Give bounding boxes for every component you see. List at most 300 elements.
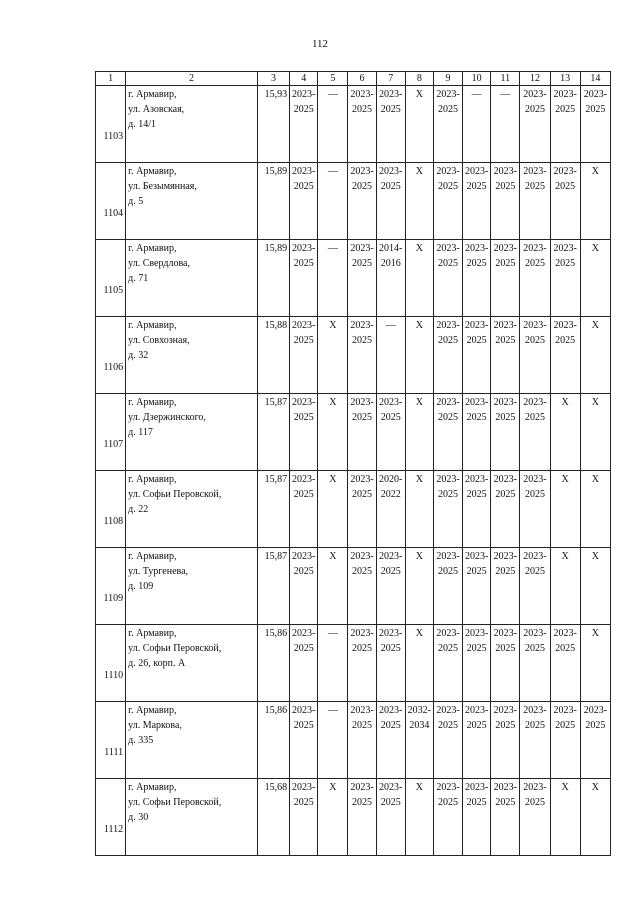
period-cell [318,394,348,471]
period-text: — [500,89,511,100]
period-text: 2023- [464,551,489,562]
data-table [95,71,611,856]
row-number: 1108 [96,471,126,548]
period-cell [520,86,550,163]
period-text: Х [329,320,337,331]
period-cell [550,548,580,625]
period-text: 2025 [352,566,373,577]
period-text: 2023- [523,320,547,331]
period-text: 2023- [350,320,374,331]
period-text: 2023- [553,243,577,254]
period-cell [491,471,520,548]
period-text: 2023- [493,628,517,639]
address-line: г. Армавир, [128,628,177,639]
period-cell [348,240,376,317]
period-text: 2023- [379,166,403,177]
table-row [96,317,611,394]
period-text: Х [415,628,423,639]
period-cell [520,317,550,394]
address-line: г. Армавир, [128,166,177,177]
period-text: 2025 [293,797,314,808]
period-text: 2025 [438,335,458,346]
column-header: 5 [318,72,348,86]
period-text: Х [591,397,599,408]
address-line: ул. Безымянная, [128,181,197,192]
period-cell [376,163,405,240]
period-text: 2025 [352,258,373,269]
address-cell [126,240,258,317]
period-text: 2023- [493,320,517,331]
address-cell [126,471,258,548]
period-text: Х [591,551,599,562]
address-cell [126,625,258,702]
period-cell [405,317,433,394]
address-cell [126,548,258,625]
period-cell [520,625,550,702]
address-cell [126,394,258,471]
period-cell [491,625,520,702]
address-line: д. 117 [128,427,153,438]
period-text: 2025 [380,104,401,115]
period-text: 2025 [438,104,458,115]
address-line: д. 30 [128,812,149,823]
period-cell [491,702,520,779]
period-text: 2023- [464,397,489,408]
column-header: 2 [126,72,258,86]
period-text: 2025 [466,181,487,192]
period-text: 2025 [524,104,545,115]
table-row [96,163,611,240]
period-cell [580,471,610,548]
period-text: 2025 [524,489,545,500]
period-text: 2025 [293,181,314,192]
period-text: 2023- [350,166,374,177]
period-text: Х [415,397,423,408]
period-text: 2023- [523,243,547,254]
period-cell [348,163,376,240]
period-text: — [327,628,338,639]
period-cell [463,394,491,471]
period-cell [463,86,491,163]
period-text: 2023- [583,705,608,716]
period-text: Х [591,320,599,331]
period-text: 2025 [524,797,545,808]
period-cell [376,702,405,779]
period-cell [550,394,580,471]
period-cell [348,702,376,779]
period-text: 2025 [293,335,314,346]
period-cell [520,471,550,548]
period-text: 2023- [350,705,374,716]
address-line: ул. Софьи Перовской, [128,489,222,500]
address-line: ул. Маркова, [128,720,182,731]
period-cell [405,394,433,471]
period-text: 2025 [293,104,314,115]
period-cell [405,702,433,779]
column-header: 12 [520,72,550,86]
period-cell [405,240,433,317]
period-cell [433,163,462,240]
period-text: 2020- [379,474,403,485]
period-text: Х [561,474,569,485]
period-cell [318,317,348,394]
column-header: 14 [580,72,610,86]
period-text: 2023- [436,166,460,177]
period-text: Х [329,474,337,485]
period-cell [433,394,462,471]
period-cell [376,240,405,317]
period-cell [463,240,491,317]
period-cell [520,702,550,779]
period-text: 2025 [438,489,458,500]
period-text: 2023- [292,89,316,100]
period-text: 2023- [350,474,374,485]
period-text: 2023- [464,166,489,177]
address-line: д. 109 [128,581,154,592]
period-text: 2023- [436,243,460,254]
period-text: 2025 [495,181,516,192]
period-cell [318,240,348,317]
period-text: 2023- [379,628,403,639]
period-text: 2023- [464,628,489,639]
period-text: 2025 [524,566,545,577]
period-text: Х [561,782,569,793]
period-cell [376,471,405,548]
period-text: Х [329,782,337,793]
period-text: 2025 [352,489,373,500]
period-text: Х [329,397,337,408]
table-row [96,625,611,702]
period-cell [520,394,550,471]
period-text: Х [415,474,423,485]
period-text: 2023- [464,782,489,793]
column-header: 4 [290,72,318,86]
period-cell [318,779,348,856]
period-text: Х [591,243,599,254]
period-cell [580,779,610,856]
period-cell [318,86,348,163]
period-text: 2023- [493,551,517,562]
period-text: 2023- [583,89,608,100]
period-text: 2025 [293,412,314,423]
period-text: 2025 [293,489,314,500]
period-text: 2023- [553,628,577,639]
address-line: д. 71 [128,273,149,284]
address-line: д. 5 [128,196,144,207]
period-text: 2025 [293,258,314,269]
period-text: 2023- [493,166,517,177]
value-cell: 15,89 [257,163,289,240]
address-line: д. 26, корп. А [128,658,186,669]
period-cell [550,779,580,856]
period-text: 2023- [350,397,374,408]
row-number: 1103 [96,86,126,163]
period-text: 2025 [555,258,576,269]
period-cell [433,625,462,702]
period-text: Х [415,243,423,254]
column-header: 13 [550,72,580,86]
period-text: 2023- [292,782,316,793]
period-text: 2025 [438,566,458,577]
period-text: 2023- [493,397,517,408]
value-cell: 15,87 [257,471,289,548]
value-cell: 15,87 [257,394,289,471]
address-line: г. Армавир, [128,397,177,408]
period-text: 2025 [495,335,516,346]
period-text: 2023- [350,243,374,254]
period-text: 2023- [523,166,547,177]
period-cell [348,471,376,548]
period-text: 2025 [293,566,314,577]
period-text: 2023- [523,705,547,716]
period-text: 2023- [292,397,316,408]
period-cell [491,86,520,163]
period-text: 2023- [292,474,316,485]
period-text: 2023- [379,89,403,100]
address-line: д. 32 [128,350,149,361]
table-row [96,86,611,163]
period-cell [433,86,462,163]
row-number: 1106 [96,317,126,394]
page-number: 112 [311,38,329,50]
address-line: ул. Дзержинского, [128,412,206,423]
value-cell: 15,86 [257,625,289,702]
period-text: — [327,243,338,254]
address-cell [126,702,258,779]
table-row [96,471,611,548]
period-text: — [327,89,338,100]
period-cell [491,163,520,240]
period-cell [463,548,491,625]
period-text: 2025 [380,566,401,577]
column-header: 1 [96,72,126,86]
period-cell [550,163,580,240]
period-text: Х [591,782,599,793]
period-text: 2025 [555,181,576,192]
value-cell: 15,89 [257,240,289,317]
period-cell [290,240,318,317]
period-text: 2025 [466,720,487,731]
period-text: 2023- [523,397,547,408]
period-text: 2025 [380,412,401,423]
period-cell [550,240,580,317]
period-text: 2025 [438,797,458,808]
address-line: д. 14/1 [128,119,157,130]
period-text: 2016 [380,258,401,269]
period-text: 2025 [585,720,606,731]
table-row [96,548,611,625]
period-cell [348,548,376,625]
period-text: 2025 [352,643,373,654]
period-text: Х [415,166,423,177]
period-cell [405,779,433,856]
column-header: 10 [463,72,491,86]
period-text: 2014- [379,243,403,254]
period-text: 2023- [292,166,316,177]
column-header: 7 [376,72,405,86]
period-text: 2025 [438,643,458,654]
period-text: 2023- [379,397,403,408]
period-text: Х [415,551,423,562]
period-cell [433,548,462,625]
period-text: 2032- [407,705,432,716]
address-line: д. 335 [128,735,154,746]
value-cell: 15,93 [257,86,289,163]
period-cell [290,625,318,702]
period-text: 2023- [292,628,316,639]
period-cell [491,394,520,471]
period-text: 2023- [493,705,517,716]
period-cell [318,471,348,548]
address-line: г. Армавир, [128,551,177,562]
period-text: 2025 [495,489,516,500]
period-cell [348,394,376,471]
period-text: Х [591,166,599,177]
period-cell [491,548,520,625]
period-text: Х [415,89,423,100]
period-cell [580,394,610,471]
period-text: 2025 [524,643,545,654]
column-header: 8 [405,72,433,86]
period-text: 2023- [523,628,547,639]
period-cell [376,625,405,702]
period-cell [376,86,405,163]
period-cell [580,625,610,702]
value-cell: 15,87 [257,548,289,625]
address-line: г. Армавир, [128,474,177,485]
period-cell [520,240,550,317]
period-text: 2023- [379,551,403,562]
period-text: 2025 [438,181,458,192]
period-text: Х [415,320,423,331]
address-line: г. Армавир, [128,782,177,793]
period-text: 2025 [380,797,401,808]
period-cell [290,779,318,856]
period-text: 2025 [352,720,373,731]
period-text: 2025 [352,181,373,192]
period-text: 2023- [292,705,316,716]
period-cell [463,471,491,548]
period-text: 2025 [495,643,516,654]
period-text: 2025 [585,104,606,115]
period-cell [348,317,376,394]
period-cell [290,86,318,163]
period-text: 2025 [466,797,487,808]
period-cell [348,86,376,163]
period-text: 2023- [436,628,460,639]
period-cell [348,779,376,856]
period-cell [520,779,550,856]
period-cell [550,317,580,394]
period-cell [376,394,405,471]
row-number: 1112 [96,779,126,856]
period-text: — [385,320,396,331]
period-cell [318,548,348,625]
period-text: 2023- [553,705,577,716]
period-cell [290,394,318,471]
period-text: 2023- [436,89,460,100]
period-cell [550,86,580,163]
period-cell [580,163,610,240]
period-text: 2023- [464,243,489,254]
column-header: 9 [433,72,462,86]
period-text: 2025 [352,797,373,808]
period-text: 2023- [292,320,316,331]
period-text: 2023- [464,474,489,485]
value-cell: 15,68 [257,779,289,856]
address-line: ул. Софьи Перовской, [128,643,222,654]
period-text: 2023- [350,628,374,639]
period-cell [520,548,550,625]
column-header: 6 [348,72,376,86]
table-row [96,702,611,779]
period-cell [405,86,433,163]
period-cell [433,702,462,779]
period-cell [433,471,462,548]
address-line: г. Армавир, [128,89,177,100]
period-cell [433,317,462,394]
period-cell [491,240,520,317]
period-cell [463,317,491,394]
period-text: 2025 [524,181,545,192]
period-text: 2025 [524,720,545,731]
period-text: 2023- [523,782,547,793]
row-number: 1105 [96,240,126,317]
period-cell [290,702,318,779]
period-text: 2023- [350,782,374,793]
period-text: 2025 [495,566,516,577]
period-text: 2034 [409,720,430,731]
address-line: ул. Свердлова, [128,258,190,269]
period-text: 2025 [352,412,373,423]
period-text: 2025 [352,104,373,115]
row-number: 1110 [96,625,126,702]
address-cell [126,163,258,240]
period-cell [463,625,491,702]
period-text: 2023- [523,89,547,100]
period-text: 2025 [293,720,314,731]
period-text: 2025 [555,720,576,731]
period-cell [491,317,520,394]
address-line: ул. Тургенева, [128,566,189,577]
period-text: 2025 [380,643,401,654]
row-number: 1109 [96,548,126,625]
address-line: г. Армавир, [128,320,177,331]
address-cell [126,86,258,163]
period-text: 2025 [380,181,401,192]
period-cell [405,625,433,702]
period-cell [318,163,348,240]
address-line: ул. Азовская, [128,104,185,115]
period-text: 2023- [292,551,316,562]
period-text: 2023- [436,782,460,793]
period-text: 2025 [524,335,545,346]
period-cell [550,702,580,779]
period-text: 2025 [524,412,545,423]
period-cell [433,779,462,856]
period-text: Х [415,782,423,793]
period-text: 2025 [466,643,487,654]
period-cell [491,779,520,856]
period-text: 2025 [524,258,545,269]
period-cell [290,317,318,394]
period-text: 2023- [436,551,460,562]
period-cell [463,163,491,240]
period-text: 2025 [380,720,401,731]
table-row [96,240,611,317]
period-cell [580,702,610,779]
period-cell [290,548,318,625]
